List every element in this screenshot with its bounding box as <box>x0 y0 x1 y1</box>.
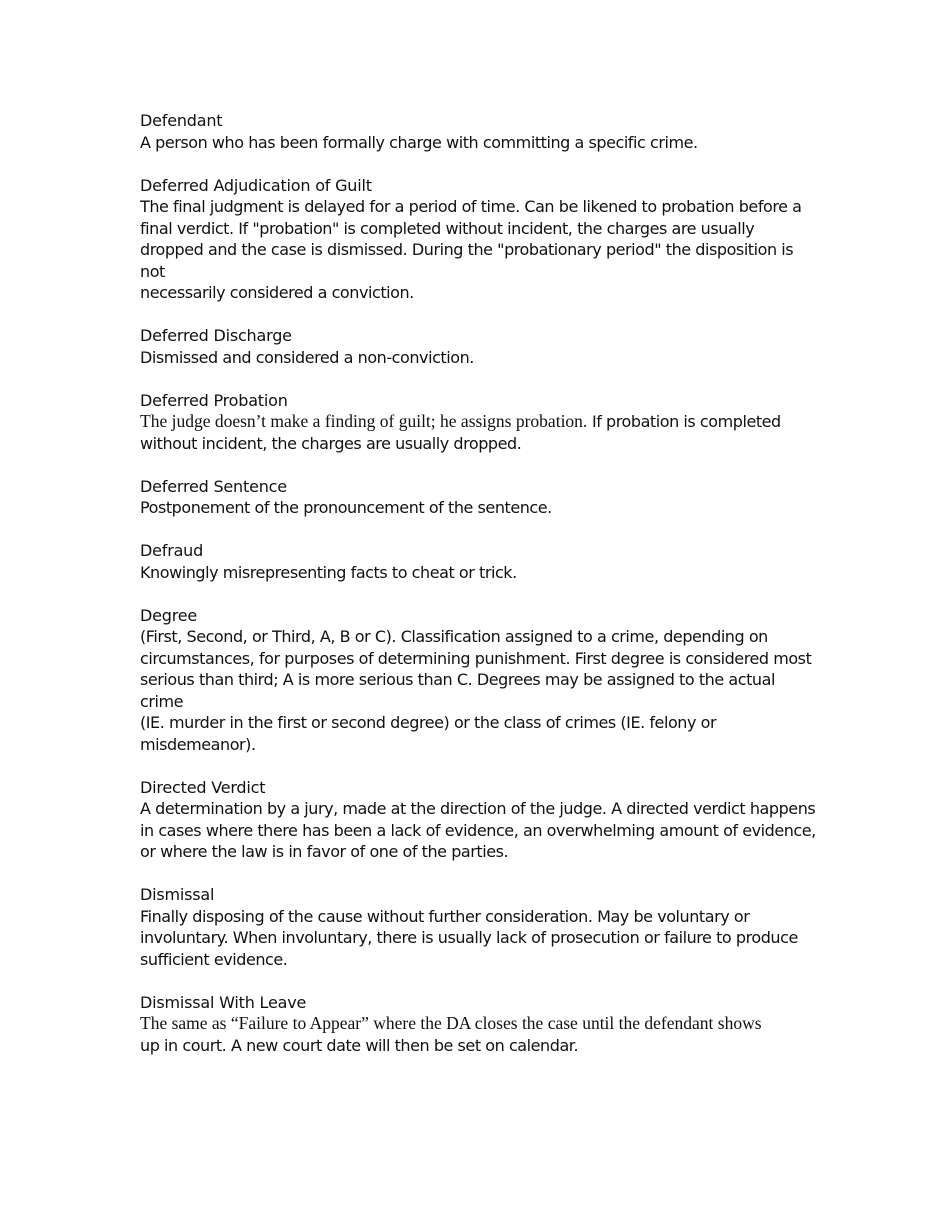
term-title: Dismissal <box>140 885 215 904</box>
term-title: Degree <box>140 605 198 625</box>
term-definition-line: up in court. A new court date will then be set on calendar. <box>140 1035 579 1055</box>
term-title: Defraud <box>140 541 204 560</box>
term-definition: Dismissed and considered a non-conviction. <box>140 347 474 367</box>
term-title: Defendant <box>140 111 223 130</box>
term-definition-line: necessarily considered a conviction. <box>140 283 414 302</box>
glossary-entry-deferred-sentence <box>140 476 820 519</box>
term-title: Directed Verdict <box>140 777 266 797</box>
glossary-entry-defendant <box>140 110 820 153</box>
term-definition-line: circumstances, for purposes of determining punishment. First degree is considered most <box>140 648 812 668</box>
glossary-entry-directed-verdict <box>140 777 820 863</box>
glossary-entry-dismissal-with-leave <box>140 992 820 1057</box>
glossary-page <box>140 110 820 1078</box>
term-definition: Knowingly misrepresenting facts to cheat or trick. <box>140 562 517 582</box>
term-definition-line: (First, Second, or Third, A, B or C). Classification assigned to a crime, depending on <box>140 627 768 646</box>
term-definition: A person who has been formally charge with committing a specific crime. <box>140 132 698 152</box>
term-definition-line: dropped and the case is dismissed. During the "probationary period" the disposition is not <box>140 240 794 281</box>
definition-segment: If probation is completed <box>587 412 781 431</box>
term-definition-line: in cases where there has been a lack of evidence, an overwhelming amount of evidence, <box>140 820 816 840</box>
term-definition: Postponement of the pronouncement of the sentence. <box>140 498 552 517</box>
term-title: Deferred Probation <box>140 390 288 410</box>
term-definition-line: misdemeanor). <box>140 734 256 754</box>
term-definition-line: involuntary. When involuntary, there is usually lack of prosecution or failure to produce <box>140 928 798 947</box>
term-definition-line <box>140 411 820 433</box>
definition-serif-segment: The judge doesn’t make a finding of guilt; he assigns probation. <box>140 411 588 431</box>
glossary-entry-degree <box>140 605 820 756</box>
glossary-entry-dismissal <box>140 884 820 970</box>
term-definition-line: without incident, the charges are usually dropped. <box>140 433 522 453</box>
glossary-entry-deferred-discharge <box>140 325 820 368</box>
term-definition-line: final verdict. If "probation" is completed without incident, the charges are usually <box>140 218 755 238</box>
term-title: Deferred Adjudication of Guilt <box>140 175 372 195</box>
term-title: Deferred Sentence <box>140 476 287 496</box>
glossary-entry-defraud <box>140 540 820 583</box>
term-definition-line: The same as “Failure to Appear” where the DA closes the case until the defendant shows <box>140 1013 762 1033</box>
term-definition-line: serious than third; A is more serious than C. Degrees may be assigned to the actual crime <box>140 670 775 711</box>
term-title: Deferred Discharge <box>140 326 292 345</box>
term-definition-line: A determination by a jury, made at the direction of the judge. A directed verdict happens <box>140 799 816 818</box>
glossary-entry-deferred-adjudication <box>140 175 820 304</box>
term-title: Dismissal With Leave <box>140 992 307 1012</box>
term-definition-line: or where the law is in favor of one of the parties. <box>140 842 509 861</box>
term-definition-line: sufficient evidence. <box>140 949 288 969</box>
term-definition-line: The final judgment is delayed for a period of time. Can be likened to probation before a <box>140 197 802 216</box>
term-definition-line: (IE. murder in the first or second degree) or the class of crimes (IE. felony or <box>140 713 717 732</box>
term-definition-line: Finally disposing of the cause without further consideration. May be voluntary or <box>140 906 750 926</box>
glossary-entry-deferred-probation <box>140 390 820 455</box>
